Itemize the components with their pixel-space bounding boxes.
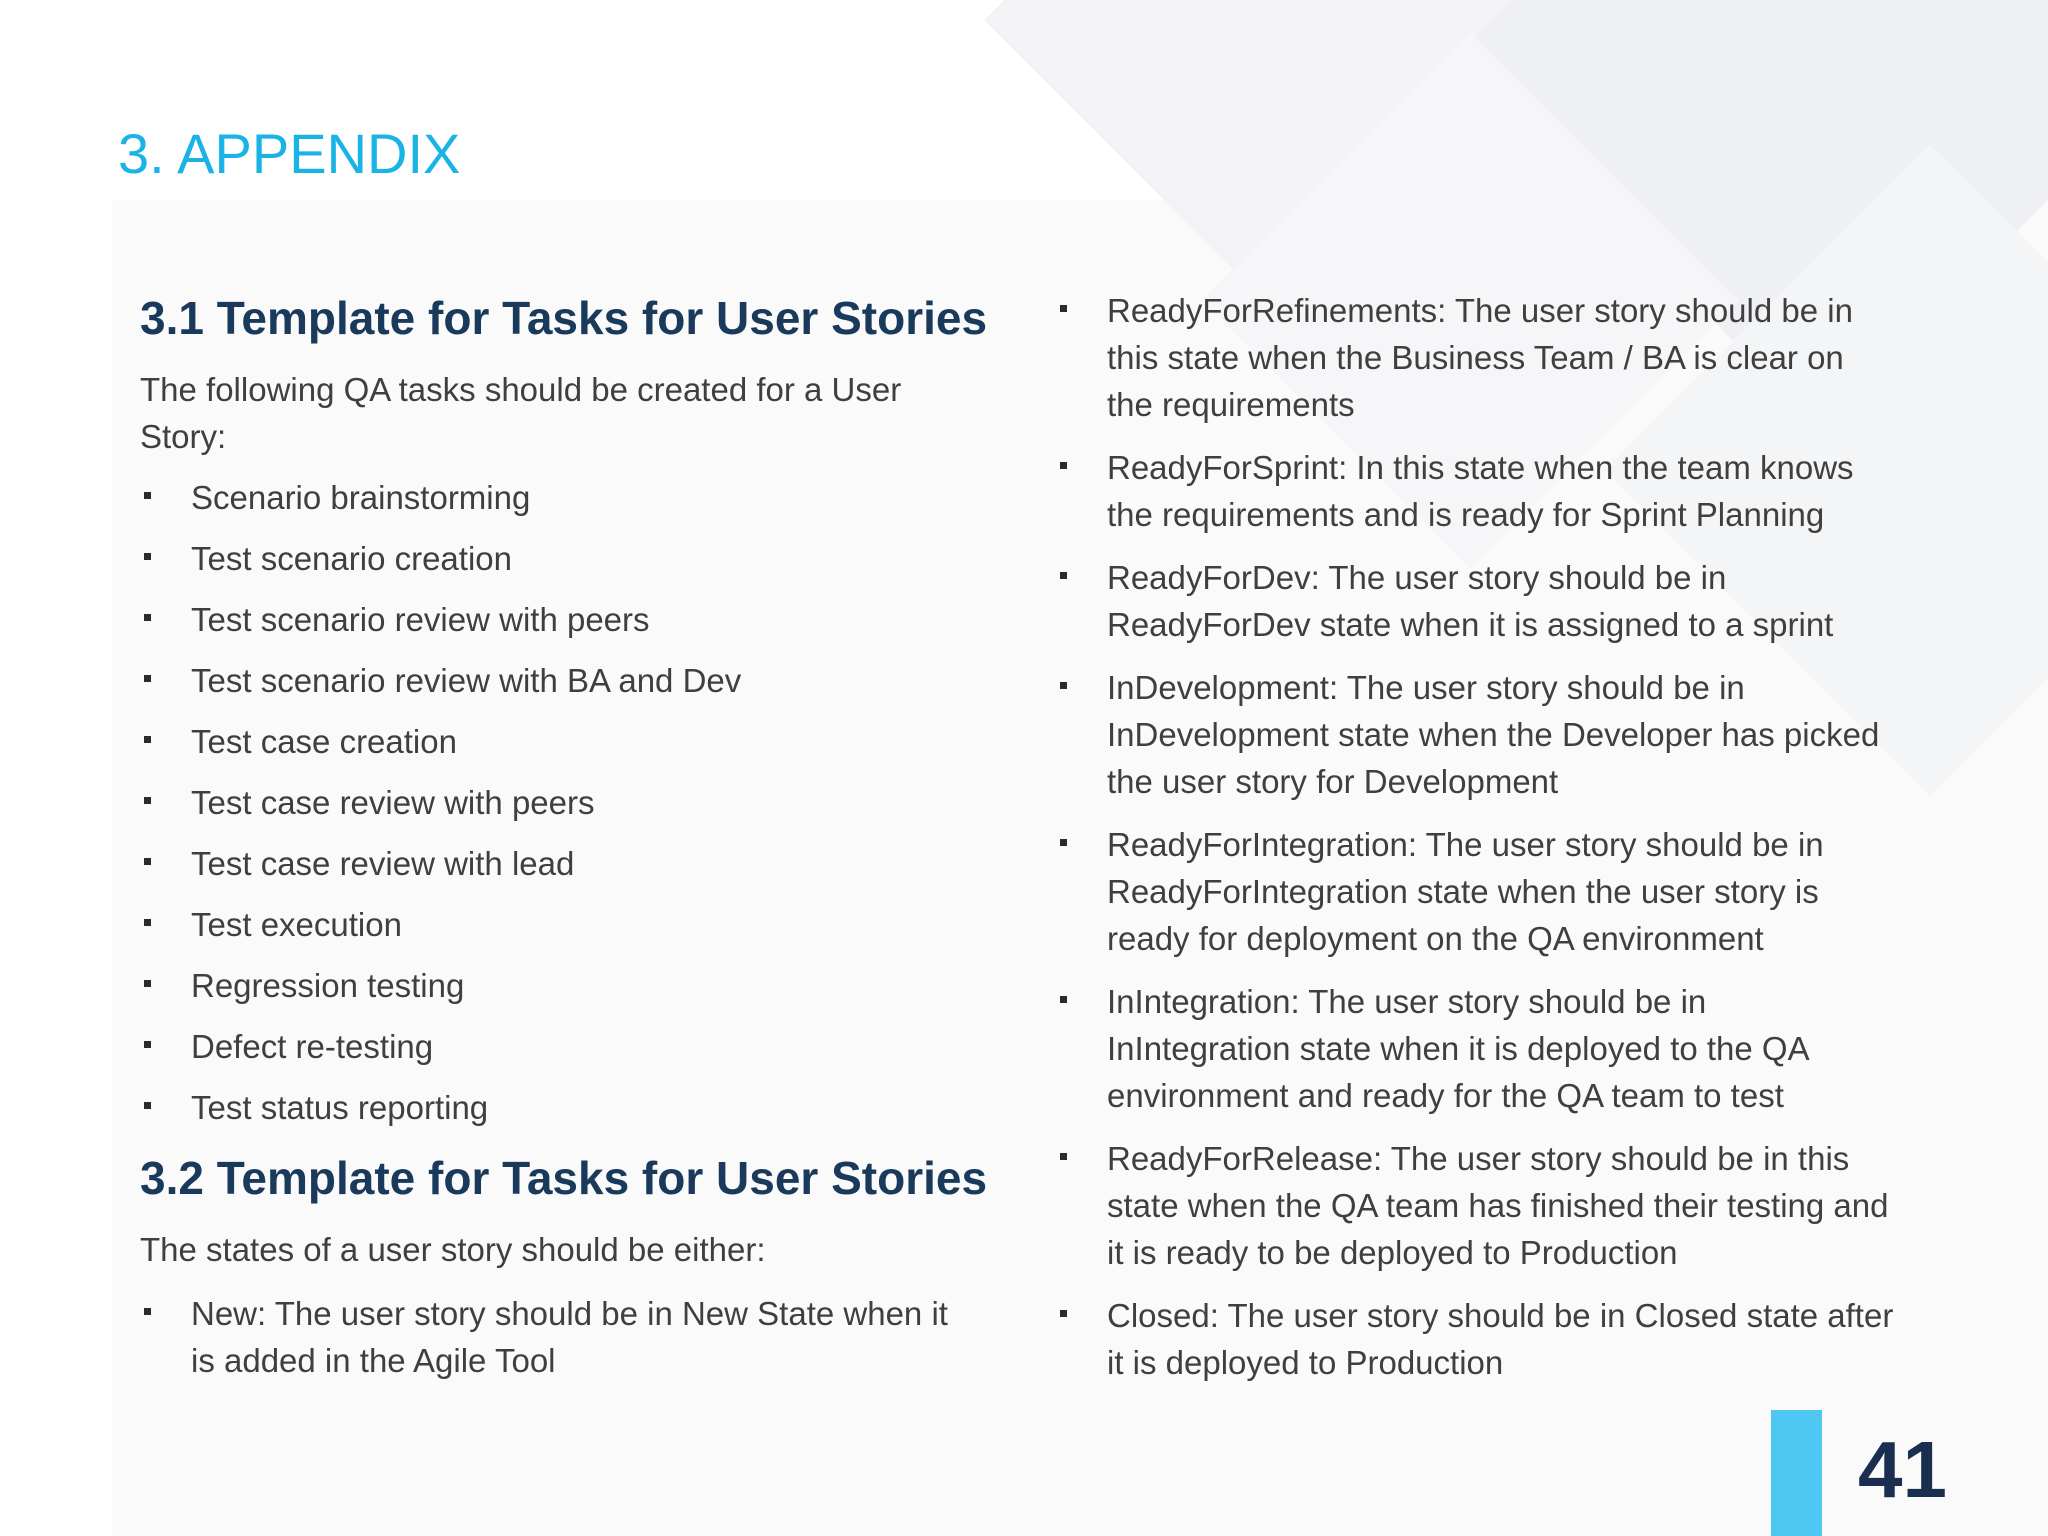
qa-task-item xyxy=(140,779,980,826)
qa-task-item xyxy=(140,657,980,704)
section-3-2-intro: The states of a user story should be either: xyxy=(140,1231,766,1268)
qa-task-text: Defect re-testing xyxy=(191,1028,434,1065)
bullet-icon xyxy=(144,614,151,621)
section-3-2-heading: 3.2 Template for Tasks for User Stories xyxy=(140,1152,988,1204)
story-state-text: ReadyForDev: The user story should be in ReadyForDev state when it is assigned to a sprint xyxy=(1107,559,1834,643)
qa-task-text: Test scenario review with BA and Dev xyxy=(191,662,742,699)
bullet-icon xyxy=(144,492,151,499)
bullet-icon xyxy=(144,675,151,682)
story-state-text: Closed: The user story should be in Closed state after it is deployed to Production xyxy=(1107,1297,1894,1381)
bullet-icon xyxy=(144,1041,151,1048)
section-3-1-heading: 3.1 Template for Tasks for User Stories xyxy=(140,292,988,344)
story-state-item xyxy=(1056,1135,1896,1276)
story-state-item xyxy=(140,1290,980,1384)
section-3-1-intro: The following QA tasks should be created for a User Story: xyxy=(140,371,902,455)
page-title: 3. APPENDIX xyxy=(118,122,461,185)
bullet-icon xyxy=(1060,572,1067,579)
bullet-icon xyxy=(1060,1310,1067,1317)
story-state-text: New: The user story should be in New State when it is added in the Agile Tool xyxy=(191,1295,948,1379)
bullet-icon xyxy=(144,1308,151,1315)
qa-task-text: Test case review with peers xyxy=(191,784,595,821)
qa-task-item xyxy=(140,962,980,1009)
qa-task-item xyxy=(140,840,980,887)
story-state-text: InIntegration: The user story should be in InIntegration state when it is deployed to the QA environment and ready for the QA team to test xyxy=(1107,983,1808,1114)
bullet-icon xyxy=(144,553,151,560)
bullet-icon xyxy=(144,858,151,865)
bullet-icon xyxy=(1060,996,1067,1003)
qa-task-item xyxy=(140,1084,980,1131)
qa-task-item xyxy=(140,718,980,765)
qa-task-text: Test case review with lead xyxy=(191,845,575,882)
story-state-item xyxy=(1056,287,1896,428)
story-state-item xyxy=(1056,554,1896,648)
story-state-item xyxy=(1056,978,1896,1119)
bullet-icon xyxy=(1060,1153,1067,1160)
qa-task-text: Regression testing xyxy=(191,967,465,1004)
story-state-text: InDevelopment: The user story should be in InDevelopment state when the Developer has picked the user story for Development xyxy=(1107,669,1880,800)
qa-task-item xyxy=(140,596,980,643)
story-state-text: ReadyForRefinements: The user story should be in this state when the Business Team / BA is clear on the requirements xyxy=(1107,292,1853,423)
qa-task-text: Test execution xyxy=(191,906,402,943)
bullet-icon xyxy=(1060,682,1067,689)
bullet-icon xyxy=(1060,462,1067,469)
bullet-icon xyxy=(144,736,151,743)
qa-task-text: Scenario brainstorming xyxy=(191,479,531,516)
story-state-item xyxy=(1056,444,1896,538)
page-number: 41 xyxy=(1858,1425,1947,1514)
story-state-text: ReadyForRelease: The user story should be in this state when the QA team has finished their testing and it is ready to be deployed to Production xyxy=(1107,1140,1889,1271)
story-state-text: ReadyForIntegration: The user story should be in ReadyForIntegration state when the user story is ready for deployment on the QA environment xyxy=(1107,826,1824,957)
story-state-item xyxy=(1056,664,1896,805)
bullet-icon xyxy=(144,919,151,926)
qa-task-text: Test scenario review with peers xyxy=(191,601,650,638)
bullet-icon xyxy=(144,1102,151,1109)
qa-task-text: Test status reporting xyxy=(191,1089,489,1126)
qa-task-item xyxy=(140,535,980,582)
qa-task-item xyxy=(140,1023,980,1070)
qa-task-text: Test scenario creation xyxy=(191,540,512,577)
bullet-icon xyxy=(1060,305,1067,312)
page-number-accent-bar xyxy=(1771,1410,1822,1536)
qa-task-text: Test case creation xyxy=(191,723,457,760)
bullet-icon xyxy=(144,980,151,987)
bullet-icon xyxy=(144,797,151,804)
story-state-item xyxy=(1056,821,1896,962)
story-state-text: ReadyForSprint: In this state when the team knows the requirements and is ready for Sprint Planning xyxy=(1107,449,1854,533)
qa-task-item xyxy=(140,901,980,948)
qa-task-item xyxy=(140,474,980,521)
bullet-icon xyxy=(1060,839,1067,846)
story-state-item xyxy=(1056,1292,1896,1386)
